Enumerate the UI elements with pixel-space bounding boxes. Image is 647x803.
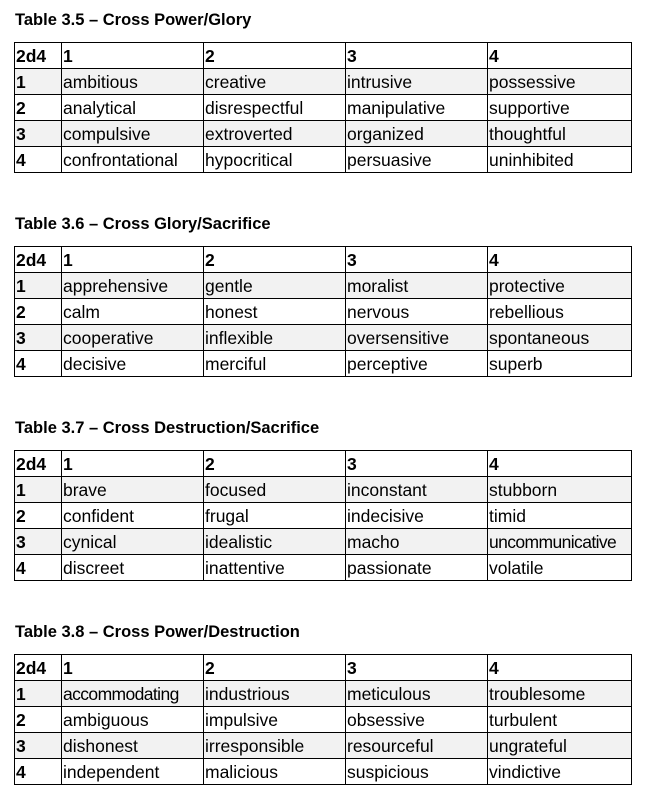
trait-cell: inattentive xyxy=(204,555,346,581)
trait-cell: focused xyxy=(204,477,346,503)
table-row xyxy=(15,759,632,785)
trait-cell: timid xyxy=(488,503,632,529)
header-cell: 1 xyxy=(62,655,204,681)
trait-cell: gentle xyxy=(204,273,346,299)
header-cell: 2d4 xyxy=(15,43,62,69)
row-die-cell: 1 xyxy=(15,69,62,95)
row-die-cell: 2 xyxy=(15,299,62,325)
trait-cell: meticulous xyxy=(346,681,488,707)
row-die-cell: 3 xyxy=(15,325,62,351)
table-row xyxy=(15,351,632,377)
trait-cell: inflexible xyxy=(204,325,346,351)
table-title: Table 3.5 – Cross Power/Glory xyxy=(15,11,252,29)
table-row xyxy=(15,147,632,173)
table-row xyxy=(15,707,632,733)
row-die-cell: 1 xyxy=(15,273,62,299)
trait-cell: indecisive xyxy=(346,503,488,529)
trait-cell: nervous xyxy=(346,299,488,325)
table-title: Table 3.7 – Cross Destruction/Sacrifice xyxy=(15,419,320,437)
trait-cell: industrious xyxy=(204,681,346,707)
trait-cell: macho xyxy=(346,529,488,555)
table-header-row xyxy=(15,451,632,477)
trait-cell: inconstant xyxy=(346,477,488,503)
header-cell: 1 xyxy=(62,451,204,477)
header-cell: 3 xyxy=(346,451,488,477)
table-row xyxy=(15,477,632,503)
trait-cell: resourceful xyxy=(346,733,488,759)
row-die-cell: 4 xyxy=(15,147,62,173)
header-cell: 2 xyxy=(204,451,346,477)
row-die-cell: 2 xyxy=(15,503,62,529)
row-die-cell: 4 xyxy=(15,555,62,581)
table-title: Table 3.6 – Cross Glory/Sacrifice xyxy=(15,215,271,233)
trait-cell: thoughtful xyxy=(488,121,632,147)
trait-cell: accommodating xyxy=(62,681,204,707)
header-cell: 4 xyxy=(488,655,632,681)
trait-cell: hypocritical xyxy=(204,147,346,173)
header-cell: 3 xyxy=(346,43,488,69)
header-cell: 2 xyxy=(204,655,346,681)
trait-table xyxy=(14,246,632,377)
header-cell: 2d4 xyxy=(15,247,62,273)
table-row xyxy=(15,121,632,147)
header-cell: 2 xyxy=(204,247,346,273)
trait-cell: irresponsible xyxy=(204,733,346,759)
trait-cell: apprehensive xyxy=(62,273,204,299)
header-cell: 2 xyxy=(204,43,346,69)
trait-cell: oversensitive xyxy=(346,325,488,351)
table-row xyxy=(15,733,632,759)
table-header-row xyxy=(15,43,632,69)
trait-cell: disrespectful xyxy=(204,95,346,121)
trait-cell: ambiguous xyxy=(62,707,204,733)
trait-cell: impulsive xyxy=(204,707,346,733)
trait-cell: analytical xyxy=(62,95,204,121)
trait-cell: suspicious xyxy=(346,759,488,785)
trait-table xyxy=(14,654,632,785)
trait-cell: intrusive xyxy=(346,69,488,95)
header-cell: 3 xyxy=(346,655,488,681)
table-row xyxy=(15,273,632,299)
trait-cell: uncommunicative xyxy=(488,529,632,555)
trait-cell: obsessive xyxy=(346,707,488,733)
trait-cell: possessive xyxy=(488,69,632,95)
trait-cell: passionate xyxy=(346,555,488,581)
row-die-cell: 3 xyxy=(15,121,62,147)
trait-cell: discreet xyxy=(62,555,204,581)
trait-cell: merciful xyxy=(204,351,346,377)
table-row xyxy=(15,69,632,95)
trait-cell: malicious xyxy=(204,759,346,785)
header-cell: 4 xyxy=(488,247,632,273)
trait-cell: perceptive xyxy=(346,351,488,377)
header-cell: 4 xyxy=(488,451,632,477)
trait-cell: extroverted xyxy=(204,121,346,147)
table-title: Table 3.8 – Cross Power/Destruction xyxy=(15,623,300,641)
trait-cell: manipulative xyxy=(346,95,488,121)
trait-cell: brave xyxy=(62,477,204,503)
trait-cell: spontaneous xyxy=(488,325,632,351)
trait-cell: compulsive xyxy=(62,121,204,147)
row-die-cell: 3 xyxy=(15,733,62,759)
trait-cell: cynical xyxy=(62,529,204,555)
trait-table xyxy=(14,450,632,581)
row-die-cell: 2 xyxy=(15,95,62,121)
row-die-cell: 1 xyxy=(15,681,62,707)
trait-cell: vindictive xyxy=(488,759,632,785)
header-cell: 2d4 xyxy=(15,655,62,681)
trait-cell: creative xyxy=(204,69,346,95)
trait-cell: frugal xyxy=(204,503,346,529)
row-die-cell: 4 xyxy=(15,759,62,785)
header-cell: 3 xyxy=(346,247,488,273)
trait-cell: supportive xyxy=(488,95,632,121)
table-header-row xyxy=(15,655,632,681)
header-cell: 1 xyxy=(62,43,204,69)
trait-cell: idealistic xyxy=(204,529,346,555)
trait-table xyxy=(14,42,632,173)
trait-cell: ungrateful xyxy=(488,733,632,759)
row-die-cell: 2 xyxy=(15,707,62,733)
table-row xyxy=(15,299,632,325)
trait-cell: decisive xyxy=(62,351,204,377)
trait-cell: turbulent xyxy=(488,707,632,733)
trait-cell: moralist xyxy=(346,273,488,299)
trait-cell: dishonest xyxy=(62,733,204,759)
table-row xyxy=(15,555,632,581)
header-cell: 4 xyxy=(488,43,632,69)
header-cell: 1 xyxy=(62,247,204,273)
trait-cell: stubborn xyxy=(488,477,632,503)
table-row xyxy=(15,95,632,121)
table-row xyxy=(15,529,632,555)
trait-cell: protective xyxy=(488,273,632,299)
row-die-cell: 4 xyxy=(15,351,62,377)
trait-cell: honest xyxy=(204,299,346,325)
trait-cell: independent xyxy=(62,759,204,785)
trait-cell: confident xyxy=(62,503,204,529)
trait-cell: cooperative xyxy=(62,325,204,351)
trait-cell: ambitious xyxy=(62,69,204,95)
header-cell: 2d4 xyxy=(15,451,62,477)
row-die-cell: 1 xyxy=(15,477,62,503)
row-die-cell: 3 xyxy=(15,529,62,555)
trait-cell: superb xyxy=(488,351,632,377)
table-row xyxy=(15,325,632,351)
trait-cell: volatile xyxy=(488,555,632,581)
table-header-row xyxy=(15,247,632,273)
trait-cell: calm xyxy=(62,299,204,325)
trait-cell: rebellious xyxy=(488,299,632,325)
trait-cell: troublesome xyxy=(488,681,632,707)
trait-cell: uninhibited xyxy=(488,147,632,173)
table-row xyxy=(15,503,632,529)
table-row xyxy=(15,681,632,707)
trait-cell: persuasive xyxy=(346,147,488,173)
trait-cell: organized xyxy=(346,121,488,147)
trait-cell: confrontational xyxy=(62,147,204,173)
